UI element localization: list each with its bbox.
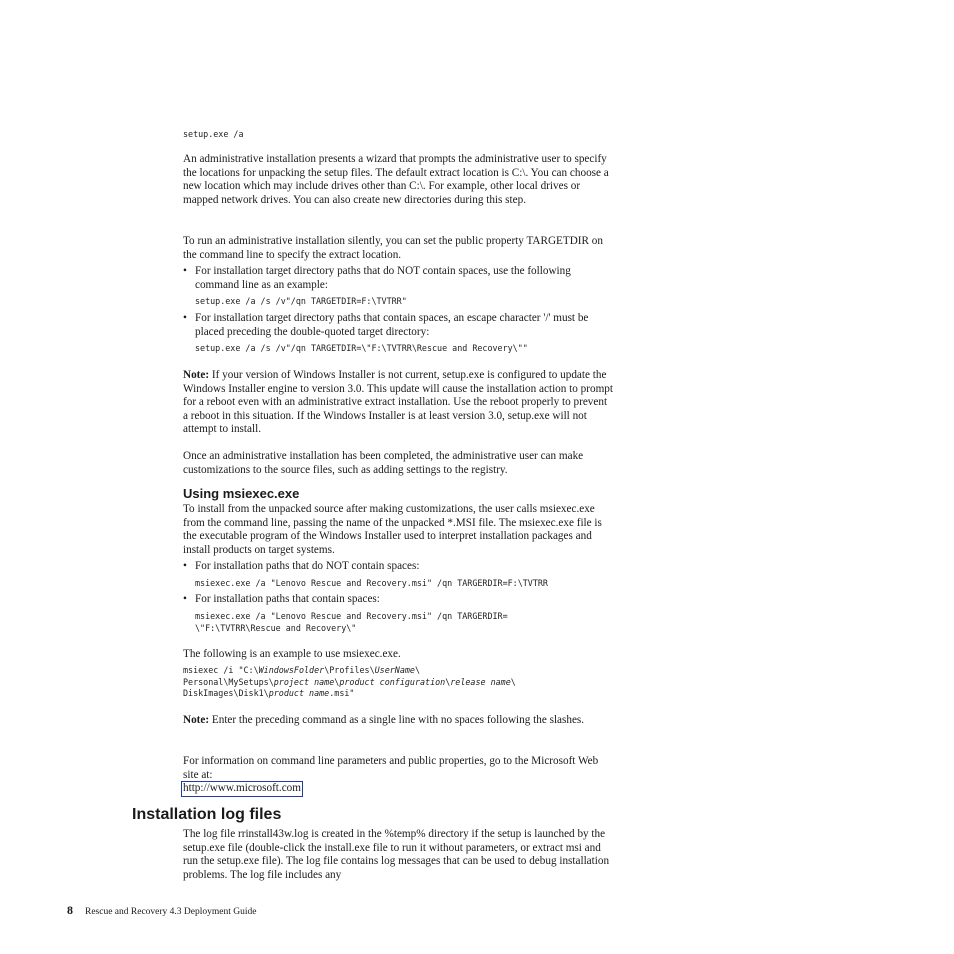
- paragraph-more-info: For information on command line parameters and public properties, go to the Microsoft Web site at:: [183, 755, 599, 781]
- code-text: \: [334, 676, 340, 687]
- bullet-list-msiexec: [183, 560, 613, 640]
- heading-using-msiexec: Using msiexec.exe: [183, 486, 300, 501]
- code-placeholder: release name: [450, 676, 511, 687]
- code-msiexec-spaces-line1: msiexec.exe /a "Lenovo Rescue and Recovery.msi" /qn TARGERDIR=: [195, 611, 508, 621]
- page-number: 8: [67, 903, 73, 917]
- code-placeholder: project name: [273, 676, 335, 687]
- page-footer: [67, 901, 256, 919]
- code-msiexec-nospaces: msiexec.exe /a "Lenovo Rescue and Recovery.msi" /qn TARGERDIR=F:\TVTRR: [195, 578, 548, 588]
- code-setup-admin: setup.exe /a: [183, 129, 244, 139]
- code-placeholder: product configuration: [339, 676, 446, 687]
- heading-installation-log-files: Installation log files: [132, 806, 282, 823]
- code-msiexec-example: [183, 665, 516, 700]
- code-placeholder: UserName: [374, 665, 415, 675]
- code-text: msiexec /i "C:\: [183, 665, 259, 675]
- bullet-text: For installation paths that do NOT contain spaces:: [195, 560, 420, 572]
- paragraph-log-file: The log file rrinstall43w.log is created in the %temp% directory if the setup is launched by the setup.exe file (double-click the install.exe file to run it without parameters, or extract msi and run the setup.exe file). The log file contains log messages that can be used to debug installation problems. The log file includes any: [183, 828, 610, 881]
- bullet-text: For installation target directory paths that do NOT contain spaces, use the following command line as an example:: [195, 265, 571, 291]
- list-item: [183, 560, 613, 588]
- code-text: Personal\MySetups\: [183, 676, 274, 687]
- code-text: .msi": [329, 688, 355, 698]
- paragraph-example-intro: The following is an example to use msiexec.exe.: [183, 648, 401, 660]
- footer-document-title: Rescue and Recovery 4.3 Deployment Guide: [85, 907, 257, 917]
- code-placeholder: WindowsFolder: [258, 665, 325, 675]
- code-msiexec-spaces-line2: \"F:\TVTRR\Rescue and Recovery\": [195, 623, 357, 633]
- paragraph-admin-install: An administrative installation presents a wizard that prompts the administrative user to specify the locations for unpacking the setup files. The default extract location is C:\. You can choose a new location which may include drives other than C:\. For example, other local drives or mapped network drives. You can also create new directories during this step.: [183, 153, 609, 206]
- paragraph-msiexec: To install from the unpacked source after making customizations, the user calls msiexec.exe from the command line, passing the name of the unpacked *.MSI file. The msiexec.exe file is the executable program of the Windows Installer used to interpret installation packages and install products on target systems.: [183, 503, 602, 556]
- paragraph-customizations: Once an administrative installation has been completed, the administrative user can make customizations to the source files, such as adding settings to the registry.: [183, 450, 584, 476]
- code-text: \: [445, 676, 451, 687]
- bullet-text: For installation target directory paths that contain spaces, an escape character '/' must be placed preceding the double-quoted target directory:: [195, 312, 589, 338]
- note-text: Enter the preceding command as a single line with no spaces following the slashes.: [211, 714, 585, 726]
- code-targetdir-spaces: setup.exe /a /s /v"/qn TARGETDIR=\"F:\TVTRR\Rescue and Recovery\"": [195, 343, 528, 353]
- bullet-list-targetdir: [183, 265, 613, 353]
- note-text: If your version of Windows Installer is not current, setup.exe is configured to update the Windows Installer engine to version 3.0. This update will cause the installation action to prompt for a reboot even with an administrative extract installation. Use the reboot properly to prevent a reboot in this situation. If the Windows Installer is at least version 3.0, setup.exe will not attempt to install.: [183, 369, 613, 436]
- code-placeholder: product name: [268, 688, 330, 698]
- microsoft-link-container: [181, 781, 303, 797]
- bullet-glyph: •: [183, 593, 187, 605]
- note-single-line: [183, 714, 613, 728]
- list-item: [183, 312, 613, 352]
- code-text: \Profiles\: [324, 665, 375, 675]
- bullet-text: For installation paths that contain spaces:: [195, 593, 380, 605]
- bullet-glyph: •: [183, 312, 187, 324]
- note-windows-installer: [183, 369, 613, 437]
- code-targetdir-nospaces: setup.exe /a /s /v"/qn TARGETDIR=F:\TVTRR": [195, 296, 407, 306]
- bullet-glyph: •: [183, 560, 187, 572]
- paragraph-silent-install: To run an administrative installation silently, you can set the public property TARGETDIR on the command line to specify the extract location.: [183, 235, 603, 261]
- code-text: \: [510, 676, 516, 687]
- code-text: DiskImages\Disk1\: [183, 688, 269, 698]
- note-label: Note:: [183, 369, 210, 381]
- bullet-glyph: •: [183, 265, 187, 277]
- list-item: [183, 593, 613, 638]
- microsoft-website-link[interactable]: http://www.microsoft.com: [181, 781, 303, 797]
- list-item: [183, 265, 613, 305]
- code-text: \: [414, 665, 421, 675]
- note-label: Note:: [183, 714, 210, 726]
